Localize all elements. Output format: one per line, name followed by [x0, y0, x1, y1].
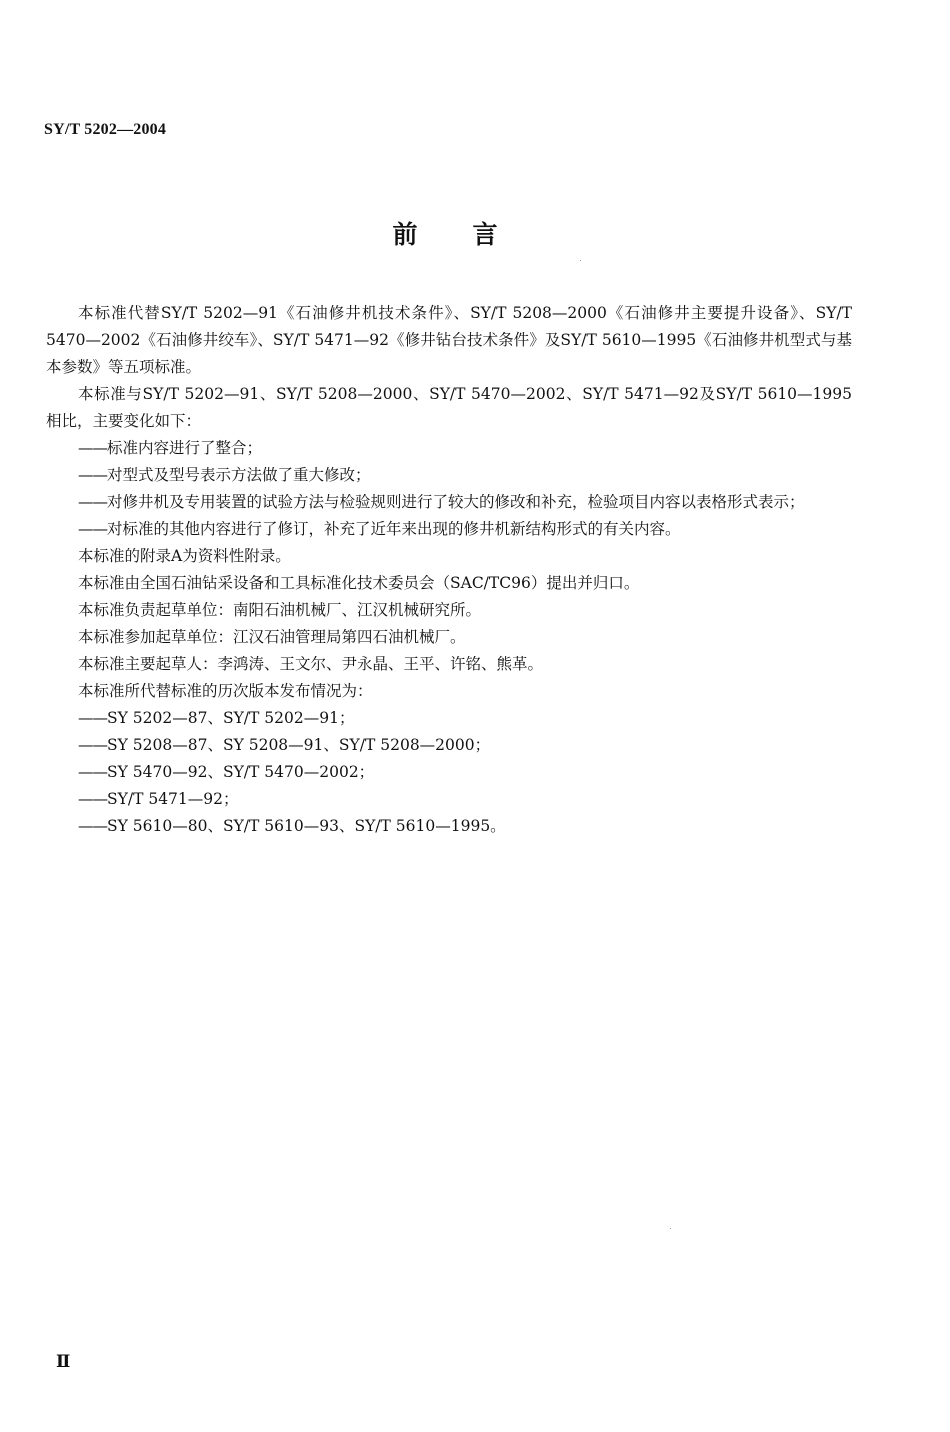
history-item [46, 759, 852, 786]
dash-mark: —— [78, 790, 107, 808]
change-item [46, 462, 852, 489]
dash-mark: —— [78, 493, 107, 511]
foreword-body [46, 300, 852, 840]
info-line-annex: 本标准的附录A为资料性附录。 [78, 547, 291, 565]
info-line-proposer: 本标准由全国石油钻采设备和工具标准化技术委员会（SAC/TC96）提出并归口。 [78, 574, 640, 592]
standard-code-header: SY/T 5202—2004 [44, 121, 167, 138]
info-line-participating-drafter: 本标准参加起草单位：江汉石油管理局第四石油机械厂。 [78, 628, 466, 646]
change-item [46, 516, 852, 543]
history-item-text: SY 5610—80、SY/T 5610—93、SY/T 5610—1995。 [107, 817, 506, 835]
page-number: Ⅱ [56, 1352, 70, 1371]
change-item-text: 对型式及型号表示方法做了重大修改； [107, 466, 371, 484]
dash-mark: —— [78, 439, 107, 457]
info-line-lead-drafter: 本标准负责起草单位：南阳石油机械厂、江汉机械研究所。 [78, 601, 482, 619]
dash-mark: —— [78, 763, 107, 781]
paragraph-changes-intro: 本标准与SY/T 5202—91、SY/T 5208—2000、SY/T 5470—2002、SY/T 5471—92及SY/T 5610—1995相比，主要变化如下： [46, 385, 852, 430]
history-item [46, 705, 852, 732]
change-item-text: 对标准的其他内容进行了修订，补充了近年来出现的修井机新结构形式的有关内容。 [107, 520, 681, 538]
change-item [46, 435, 852, 462]
scan-speck [580, 260, 581, 261]
history-item-text: SY 5208—87、SY 5208—91、SY/T 5208—2000； [107, 736, 491, 754]
history-item [46, 786, 852, 813]
scan-speck [670, 1228, 671, 1229]
dash-mark: —— [78, 817, 107, 835]
history-item-text: SY/T 5471—92； [107, 790, 239, 808]
info-line-history-intro: 本标准所代替标准的历次版本发布情况为： [78, 682, 373, 700]
info-line-drafters: 本标准主要起草人：李鸿涛、王文尔、尹永晶、王平、许铭、熊革。 [78, 655, 544, 673]
dash-mark: —— [78, 736, 107, 754]
change-item [46, 489, 852, 516]
dash-mark: —— [78, 709, 107, 727]
change-item-text: 标准内容进行了整合； [107, 439, 263, 457]
history-item [46, 813, 852, 840]
history-item [46, 732, 852, 759]
history-item-text: SY 5470—92、SY/T 5470—2002； [107, 763, 375, 781]
change-item-text: 对修井机及专用装置的试验方法与检验规则进行了较大的修改和补充，检验项目内容以表格形式表示； [107, 493, 805, 511]
history-item-text: SY 5202—87、SY/T 5202—91； [107, 709, 355, 727]
dash-mark: —— [78, 520, 107, 538]
page-title: 前言 [392, 220, 553, 249]
dash-mark: —— [78, 466, 107, 484]
paragraph-replaces: 本标准代替SY/T 5202—91《石油修井机技术条件》、SY/T 5208—2000《石油修井主要提升设备》、SY/T 5470—2002《石油修井绞车》、SY/T 5471—92《修井钻台技术条件》及SY/T 5610—1995《石油修井机型式与基本参数》等五项标准。 [46, 304, 852, 376]
